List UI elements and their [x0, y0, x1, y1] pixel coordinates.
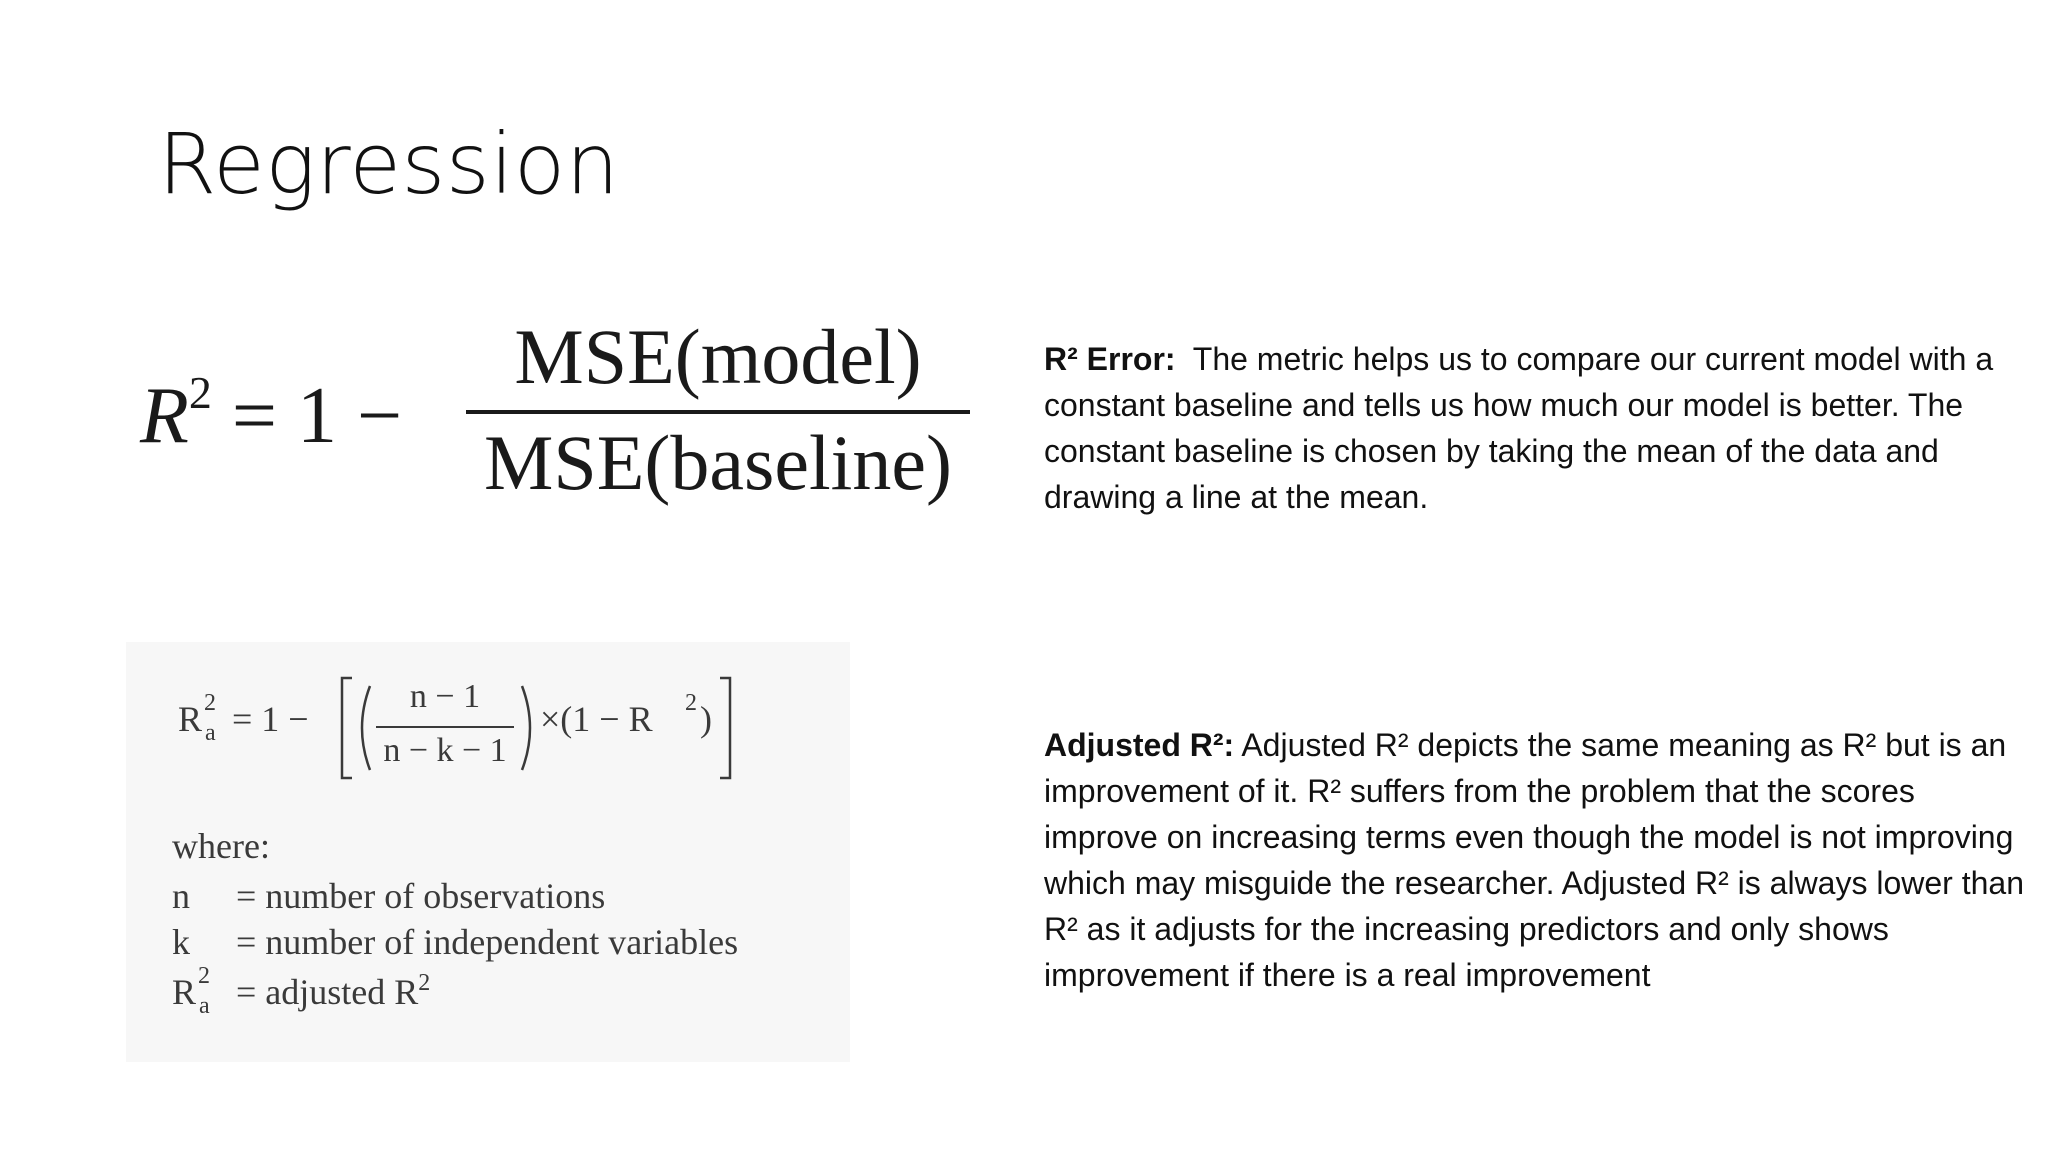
definition-symbol: k [172, 922, 190, 962]
r2-error-description [1044, 336, 2024, 520]
definition-text: = number of observations [236, 876, 606, 916]
adj-lhs-sub: a [205, 720, 216, 746]
r2-formula-lhs [140, 367, 403, 460]
definition-symbol-sup: 2 [198, 963, 210, 989]
adj-times-sup: 2 [685, 690, 697, 716]
r2-formula-sup: 2 [188, 367, 212, 419]
adj-frac-bar [376, 726, 514, 728]
r2-formula-denominator: MSE(baseline) [484, 419, 952, 506]
r2-formula [140, 313, 970, 518]
adj-frac-denominator: n − k − 1 [383, 732, 507, 769]
adjusted-r2-formula-image [126, 642, 850, 1062]
definition-text: = adjusted R [236, 972, 419, 1012]
right-paren-icon [516, 676, 540, 780]
definition-text-sup: 2 [418, 970, 431, 996]
definition-symbol-sub: a [199, 993, 210, 1019]
r2-error-label: R² Error: [1044, 341, 1176, 377]
r2-formula-fraction-bar [466, 410, 970, 414]
slide-title: Regression [158, 115, 620, 213]
adj-close-paren: ) [700, 699, 712, 739]
r2-formula-numerator: MSE(model) [514, 313, 922, 400]
adjusted-r2-description [1044, 722, 2033, 998]
definition-row-ra2 [172, 963, 431, 1019]
adj-equals: = 1 − [232, 699, 309, 739]
adj-lhs-sup: 2 [204, 690, 216, 716]
r2-formula-fraction [466, 313, 970, 506]
adj-frac-numerator: n − 1 [409, 678, 481, 715]
definition-symbol-ra2 [172, 963, 236, 1019]
right-bracket-icon [716, 676, 736, 780]
definition-text: = number of independent variables [236, 922, 739, 962]
adjusted-r2-text: Adjusted R² depicts the same meaning as R² but is an improvement of it. R² suffers from the problem that the scores improve on increasing terms even though the model is not improving which may misguide the researcher. Adjusted R² is always lower than R² as it adjusts for the increasing predictors and only shows improvement if there is a real improvement [1044, 727, 2033, 993]
definition-row-n [172, 878, 605, 914]
definition-symbol: R [172, 972, 197, 1012]
r2-error-text: The metric helps us to compare our current model with a constant baseline and tells us how much our model is better. The constant baseline is chosen by taking the mean of the data and drawing a line at the mean. [1044, 341, 2002, 515]
adj-times: ×(1 − R [540, 699, 653, 739]
adj-lhs: R [178, 699, 203, 739]
definition-symbol: n [172, 876, 190, 916]
r2-formula-var: R [140, 372, 189, 460]
adjusted-r2-label: Adjusted R²: [1044, 727, 1235, 763]
where-label: where: [172, 826, 270, 866]
r2-formula-equals: = 1 − [231, 372, 403, 460]
definition-row-k [172, 924, 738, 960]
